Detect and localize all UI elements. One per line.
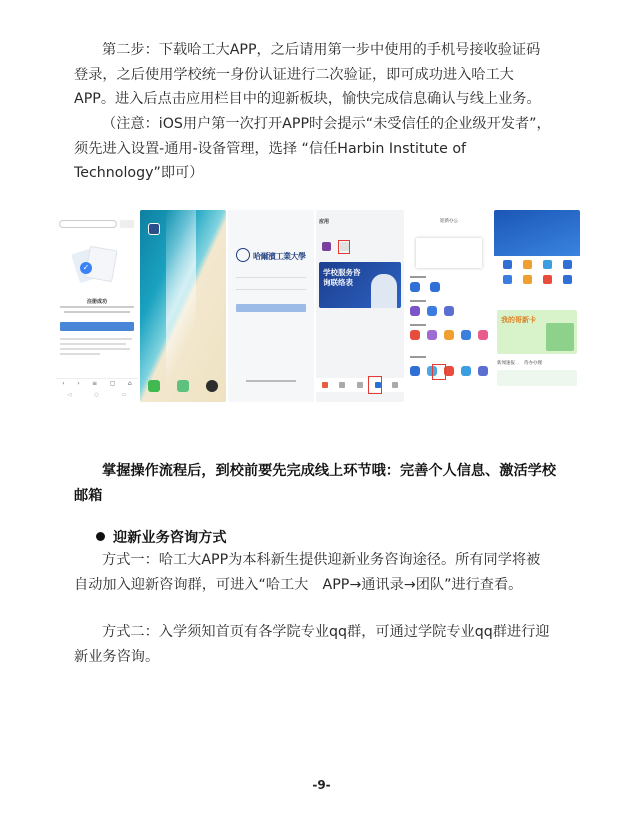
forward-icon: › bbox=[77, 380, 80, 387]
home-header bbox=[494, 210, 580, 256]
app-screenshots-strip bbox=[56, 210, 580, 402]
status-bar bbox=[406, 210, 492, 217]
home-app-grid bbox=[497, 260, 577, 284]
news-card bbox=[497, 370, 577, 386]
url-button bbox=[120, 220, 134, 228]
online-tasks-notice: 掌握操作流程后，到校前要先完成线上环节哦：完善个人信息、激活学校邮箱 bbox=[74, 463, 557, 504]
screenshot-login bbox=[228, 210, 314, 402]
screenshot-register-success bbox=[56, 210, 138, 402]
phone-icon bbox=[148, 380, 160, 392]
step2-paragraph: 第二步：下载哈工大APP，之后请用第一步中使用的手机号接收验证码登录，之后使用学校统一身份认证进行二次验证，即可成功进入哈工大APP。进入后点击应用栏目中的迎新板块，愉快完成信息确认与线上业务。 bbox=[74, 42, 541, 107]
login-button-thumb bbox=[236, 304, 306, 312]
register-success-title: 注册成功 bbox=[86, 299, 107, 305]
home-tabs: 新闻速报 待办办理 bbox=[497, 361, 542, 366]
browser-nav-bar bbox=[56, 378, 138, 388]
method2-paragraph: 方式二：入学须知首页有各学院专业qq群，可通过学院专业qq群进行迎新业务咨询。 bbox=[74, 624, 550, 665]
status-bar bbox=[228, 210, 314, 217]
home-icon: ⌂ bbox=[127, 380, 132, 387]
highlight-box bbox=[432, 364, 446, 380]
method1-paragraph: 方式一：哈工大APP为本科新生提供迎新业务咨询途径。所有同学将被自动加入迎新咨询群，可进入“哈工大 APP→通讯录→团队”进行查看。 bbox=[74, 552, 541, 593]
camera-icon bbox=[206, 380, 218, 392]
seal-icon bbox=[236, 248, 250, 262]
back-icon: ‹ bbox=[62, 380, 65, 387]
promo-banner: 我的哥新卡 bbox=[497, 310, 577, 354]
app-icon bbox=[322, 242, 331, 251]
notice-popup bbox=[416, 238, 482, 268]
url-bar bbox=[59, 220, 117, 228]
services-header: 迎新办公 bbox=[440, 219, 458, 224]
message-icon bbox=[177, 380, 189, 392]
ios-note-paragraph: （注意：iOS用户第一次打开APP时会提示“未受信任的企业级开发者”，须先进入设置-通用-设备管理，选择 “信任Harbin Institute of Technology”即可） bbox=[74, 116, 551, 181]
success-illustration bbox=[63, 244, 131, 288]
section-heading: 迎新业务咨询方式 bbox=[96, 527, 227, 547]
menu-icon: ≡ bbox=[92, 380, 98, 387]
screenshot-home-screen bbox=[140, 210, 226, 402]
screenshot-welcome-services bbox=[406, 210, 492, 402]
status-bar bbox=[56, 210, 138, 217]
page-number: -9- bbox=[312, 778, 331, 792]
bottom-tab-bar bbox=[316, 378, 404, 392]
screenshot-apps bbox=[316, 210, 404, 402]
code-field-thumb bbox=[236, 284, 306, 290]
hit-app-icon bbox=[148, 223, 160, 235]
highlight-box bbox=[338, 240, 350, 254]
service-banner: 学校服务咨询联络表 bbox=[319, 262, 401, 308]
apps-header: 应用 bbox=[319, 219, 330, 225]
dock bbox=[140, 380, 226, 392]
phone-field-thumb bbox=[236, 272, 306, 278]
confirm-button-thumb bbox=[60, 322, 134, 331]
person-illustration bbox=[371, 274, 397, 308]
status-bar bbox=[316, 210, 404, 217]
bullet-icon bbox=[96, 532, 105, 541]
tabs-icon: ▢ bbox=[109, 380, 116, 387]
highlight-box bbox=[368, 376, 382, 394]
system-nav-bar: ◁ ○ ▭ bbox=[67, 392, 127, 398]
university-logo: 哈爾濱工業大學 bbox=[236, 248, 306, 262]
check-icon: ✓ bbox=[80, 262, 92, 274]
screenshot-app-home bbox=[494, 210, 580, 402]
